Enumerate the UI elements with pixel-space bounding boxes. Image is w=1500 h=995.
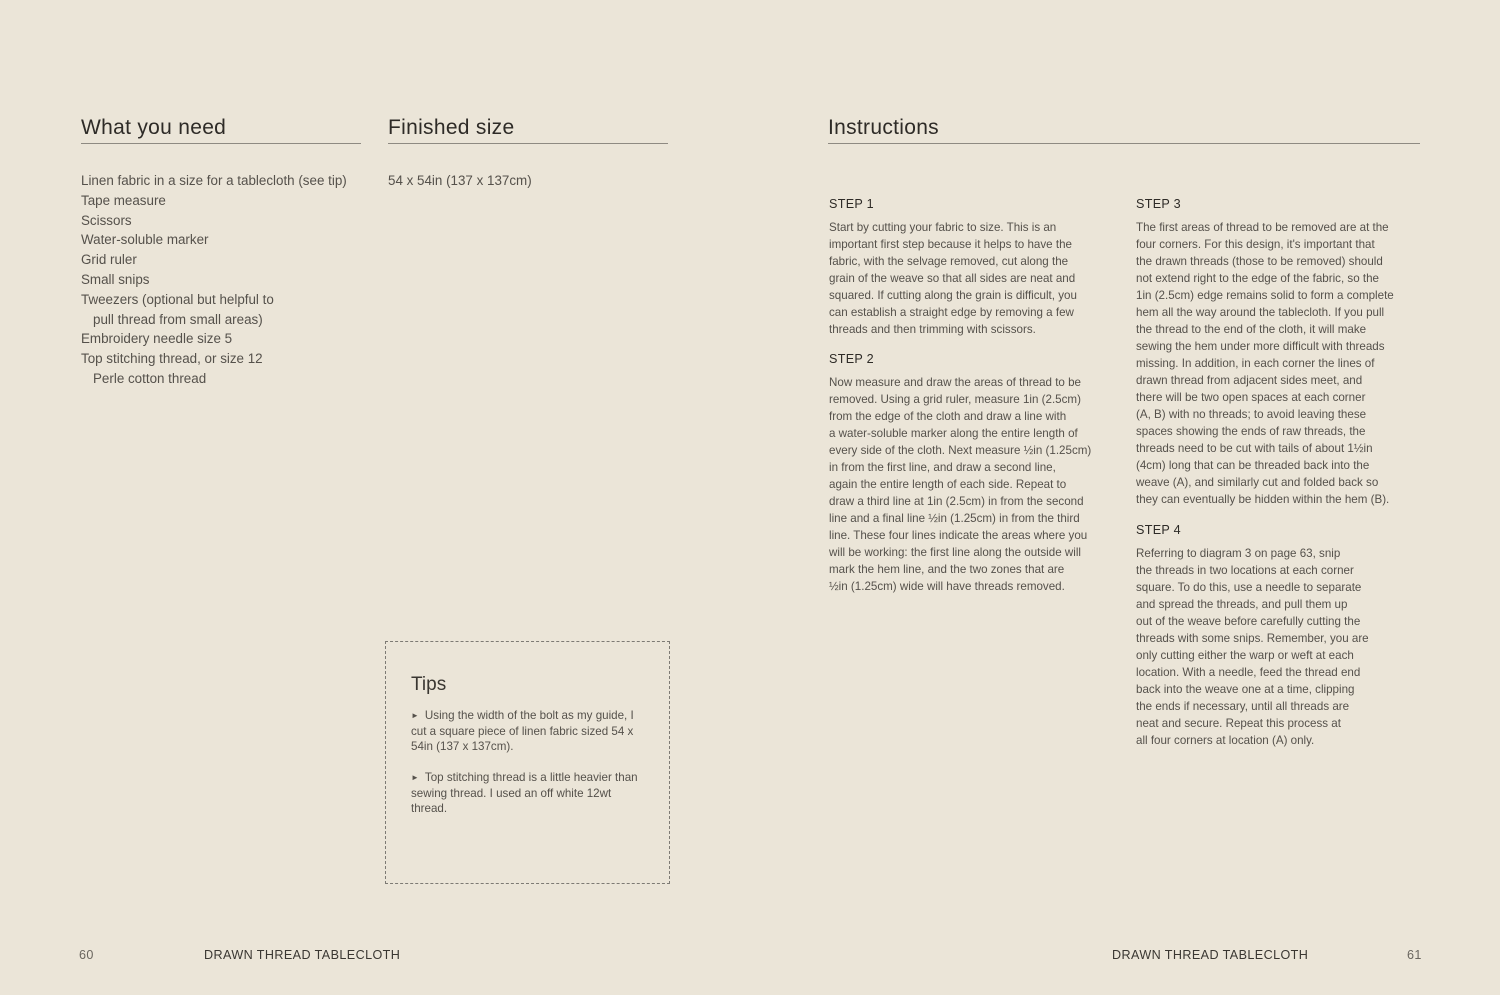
step-line: (4cm) long that can be threaded back into the xyxy=(1136,459,1370,472)
step-line: fabric, with the selvage removed, cut along the xyxy=(829,255,1069,268)
tip-item xyxy=(411,708,643,755)
bullet-arrow-icon: ► xyxy=(411,773,419,782)
step-line: (A, B) with no threads; to avoid leaving these xyxy=(1136,408,1367,421)
step-2 xyxy=(829,352,1113,595)
step-line: the thread to the end of the cloth, it will make xyxy=(1136,323,1367,336)
step-line: square. To do this, use a needle to separate xyxy=(1136,581,1362,594)
step-line: removed. Using a grid ruler, measure 1in (2.5cm) xyxy=(829,393,1081,406)
list-item: Linen fabric in a size for a tablecloth (see tip) xyxy=(81,173,347,188)
step-title: STEP 2 xyxy=(829,352,874,366)
step-line: the drawn threads (those to be removed) should xyxy=(1136,255,1383,268)
tips-box xyxy=(385,641,670,884)
instructions-heading: Instructions xyxy=(828,116,1420,144)
step-line: drawn thread from adjacent sides meet, and xyxy=(1136,374,1363,387)
running-title: DRAWN THREAD TABLECLOTH xyxy=(204,948,401,962)
step-line: from the edge of the cloth and draw a line with xyxy=(829,410,1067,423)
step-line: hem all the way around the tablecloth. If you pull xyxy=(1136,306,1385,319)
step-body xyxy=(1136,219,1420,508)
step-line: threads need to be cut with tails of about 1½in xyxy=(1136,442,1373,455)
step-line: grain of the weave so that all sides are neat and xyxy=(829,272,1076,285)
step-line: Now measure and draw the areas of thread to be xyxy=(829,376,1081,389)
step-3 xyxy=(1136,197,1420,508)
step-line: every side of the cloth. Next measure ½in (1.25cm) xyxy=(829,444,1092,457)
step-line: sewing the hem under more difficult with threads xyxy=(1136,340,1385,353)
step-line: only cutting either the warp or weft at each xyxy=(1136,649,1354,662)
step-body xyxy=(829,374,1113,595)
step-line: important first step because it helps to have the xyxy=(829,238,1072,251)
list-item: Grid ruler xyxy=(81,252,137,268)
tip-text: Using the width of the bolt as my guide, I cut a square piece of linen fabric sized 54 x 54in (137 x 137cm). xyxy=(411,709,634,754)
step-line: Referring to diagram 3 on page 63, snip xyxy=(1136,547,1341,560)
step-line: mark the hem line, and the two zones that are xyxy=(829,563,1065,576)
list-item: Perle cotton thread xyxy=(93,370,207,386)
step-line: weave (A), and similarly cut and folded back so xyxy=(1136,476,1379,489)
tip-item xyxy=(411,770,643,817)
tip-text: Top stitching thread is a little heavier than sewing thread. I used an off white 12wt thread. xyxy=(411,771,638,816)
step-title: STEP 1 xyxy=(829,197,874,211)
step-title: STEP 3 xyxy=(1136,197,1181,211)
finished-size-heading: Finished size xyxy=(388,116,668,144)
bullet-arrow-icon: ► xyxy=(411,711,419,720)
step-line: draw a third line at 1in (2.5cm) in from the second xyxy=(829,495,1084,508)
step-line: squared. If cutting along the grain is difficult, you xyxy=(829,289,1077,302)
step-4 xyxy=(1136,523,1420,749)
step-line: Start by cutting your fabric to size. This is an xyxy=(829,221,1057,234)
running-title: DRAWN THREAD TABLECLOTH xyxy=(1112,948,1309,962)
page-number: 61 xyxy=(1407,948,1422,962)
step-line: line and a final line ½in (1.25cm) in from the third xyxy=(829,512,1080,525)
list-item: Small snips xyxy=(81,271,150,287)
step-line: again the entire length of each side. Repeat to xyxy=(829,478,1067,491)
step-line: threads with some snips. Remember, you are xyxy=(1136,632,1369,645)
step-line: the ends if necessary, until all threads are xyxy=(1136,700,1350,713)
step-line: The first areas of thread to be removed are at the xyxy=(1136,221,1389,234)
step-line: line. These four lines indicate the areas where you xyxy=(829,529,1088,542)
step-1 xyxy=(829,197,1113,338)
step-body xyxy=(829,219,1113,338)
step-line: will be working: the first line along the outside will xyxy=(829,546,1081,559)
page-number: 60 xyxy=(79,948,94,962)
list-item: Tweezers (optional but helpful to xyxy=(81,291,274,307)
step-line: out of the weave before carefully cutting the xyxy=(1136,615,1361,628)
tips-title: Tips xyxy=(411,674,447,695)
step-line: four corners. For this design, it's important that xyxy=(1136,238,1375,251)
list-item: Scissors xyxy=(81,212,132,228)
list-item: pull thread from small areas) xyxy=(93,311,263,327)
list-item: Water-soluble marker xyxy=(81,232,209,248)
step-line: there will be two open spaces at each corner xyxy=(1136,391,1366,404)
step-line: the threads in two locations at each corner xyxy=(1136,564,1354,577)
step-line: 1in (2.5cm) edge remains solid to form a complete xyxy=(1136,289,1394,302)
step-line: threads and then trimming with scissors. xyxy=(829,323,1036,336)
step-line: spaces showing the ends of raw threads, the xyxy=(1136,425,1366,438)
step-line: missing. In addition, in each corner the lines of xyxy=(1136,357,1375,370)
step-line: can establish a straight edge by removing a few xyxy=(829,306,1074,319)
step-line: neat and secure. Repeat this process at xyxy=(1136,717,1341,730)
list-item: Embroidery needle size 5 xyxy=(81,331,233,347)
list-item: Tape measure xyxy=(81,192,166,208)
step-line: all four corners at location (A) only. xyxy=(1136,734,1315,747)
step-line: and spread the threads, and pull them up xyxy=(1136,598,1348,611)
list-item: Top stitching thread, or size 12 xyxy=(81,351,263,367)
step-line: ½in (1.25cm) wide will have threads removed. xyxy=(829,580,1065,593)
step-body xyxy=(1136,545,1420,749)
step-title: STEP 4 xyxy=(1136,523,1181,537)
step-line: not extend right to the edge of the fabric, so the xyxy=(1136,272,1379,285)
finished-size-text: 54 x 54in (137 x 137cm) xyxy=(388,173,532,188)
step-line: location. With a needle, feed the thread end xyxy=(1136,666,1361,679)
step-line: back into the weave one at a time, clipping xyxy=(1136,683,1355,696)
what-you-need-heading: What you need xyxy=(81,116,361,144)
materials-list xyxy=(81,171,371,389)
step-line: a water-soluble marker along the entire length of xyxy=(829,427,1078,440)
step-line: in from the first line, and draw a second line, xyxy=(829,461,1056,474)
step-line: they can eventually be hidden within the hem (B). xyxy=(1136,493,1390,506)
